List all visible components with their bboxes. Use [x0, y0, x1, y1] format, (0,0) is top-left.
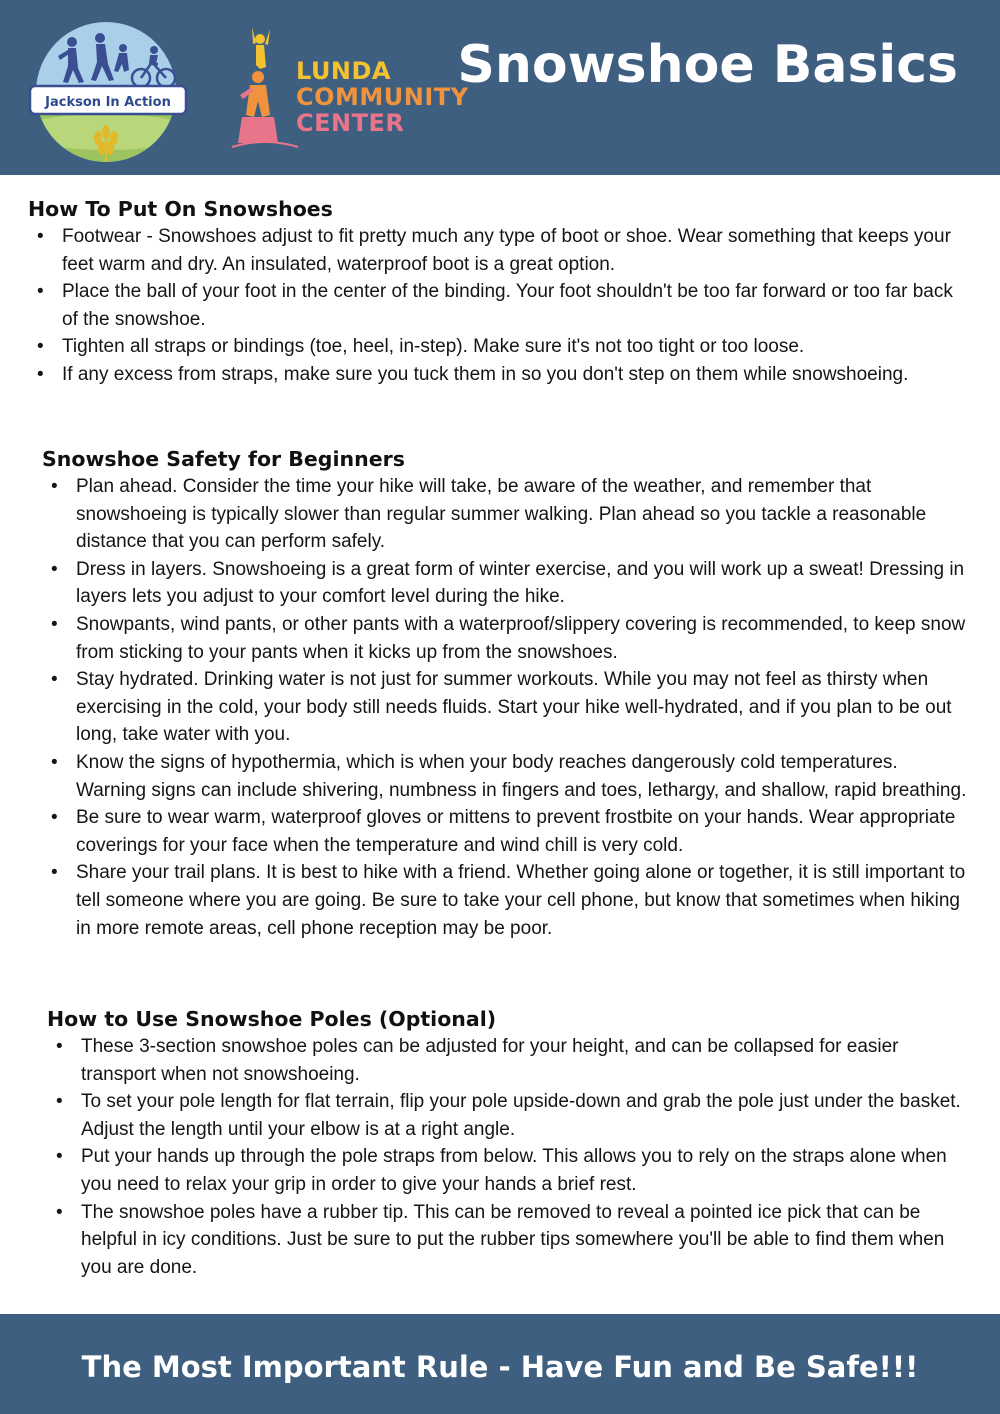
- section-heading: How to Use Snowshoe Poles (Optional): [47, 1007, 497, 1031]
- header-banner: [0, 0, 1000, 175]
- section-poles: [47, 1005, 977, 1281]
- page-title: Snowshoe Basics: [457, 35, 958, 95]
- list-item: • Dress in layers. Snowshoeing is a great form of winter exercise, and you will work up a sweat! Dressing in layers lets you adjust to your comfort level during the hike.: [76, 556, 972, 611]
- section-heading: Snowshoe Safety for Beginners: [42, 447, 405, 471]
- list-item: • Snowpants, wind pants, or other pants with a waterproof/slippery covering is recommended, to keep snow from sticking to your pants when it kicks up from the snowshoes.: [76, 611, 972, 666]
- list-item: • Share your trail plans. It is best to hike with a friend. Whether going alone or together, it is still important to tell someone where you are going. Be sure to take your cell phone, but know that sometimes when hiking in more remote areas, cell phone reception may be poor.: [76, 859, 972, 942]
- bullet-list: [47, 1033, 977, 1281]
- list-item: • The snowshoe poles have a rubber tip. This can be removed to reveal a pointed ice pick that can be helpful in icy conditions. Just be sure to put the rubber tips somewhere you'll be able to find them when you are done.: [81, 1199, 977, 1282]
- list-item: • Put your hands up through the pole straps from below. This allows you to rely on the straps alone when you need to relax your grip in order to give your hands a brief rest.: [81, 1143, 977, 1198]
- jackson-in-action-logo: [28, 20, 188, 170]
- lunda-logo-line: COMMUNITY: [296, 83, 469, 111]
- section-put-on-snowshoes: [28, 195, 968, 389]
- bullet-list: [28, 223, 968, 389]
- lunda-logo-line: LUNDA: [296, 57, 392, 85]
- lunda-figure-icon: [230, 25, 300, 150]
- bullet-list: [42, 473, 972, 942]
- jackson-logo-text: Jackson In Action: [45, 95, 171, 110]
- footer-banner: [0, 1314, 1000, 1414]
- section-heading: How To Put On Snowshoes: [28, 197, 333, 221]
- list-item: • These 3-section snowshoe poles can be adjusted for your height, and can be collapsed for easier transport when not snowshoeing.: [81, 1033, 977, 1088]
- footer-rule-text: The Most Important Rule - Have Fun and Be Safe!!!: [81, 1350, 919, 1384]
- lunda-logo-text: [296, 58, 469, 136]
- list-item: • Stay hydrated. Drinking water is not just for summer workouts. While you may not feel as thirsty when exercising in the cold, your body still needs fluids. Start your hike well-hydrated, and if you plan to be out long, take water with you.: [76, 666, 972, 749]
- list-item: • Place the ball of your foot in the center of the binding. Your foot shouldn't be too far forward or too far back of the snowshoe.: [62, 278, 968, 333]
- list-item: • Footwear - Snowshoes adjust to fit pretty much any type of boot or shoe. Wear something that keeps your feet warm and dry. An insulated, waterproof boot is a great option.: [62, 223, 968, 278]
- list-item: • Know the signs of hypothermia, which is when your body reaches dangerously cold temperatures. Warning signs can include shivering, numbness in fingers and toes, lethargy, and shallow, rapid breathing.: [76, 749, 972, 804]
- list-item: • Tighten all straps or bindings (toe, heel, in-step). Make sure it's not too tight or too loose.: [62, 333, 968, 361]
- list-item: • To set your pole length for flat terrain, flip your pole upside-down and grab the pole just under the basket. Adjust the length until your elbow is at a right angle.: [81, 1088, 977, 1143]
- list-item: • Plan ahead. Consider the time your hike will take, be aware of the weather, and remember that snowshoeing is typically slower than regular summer walking. Plan ahead so you tackle a reasonable distance that you can perform safely.: [76, 473, 972, 556]
- section-safety: [42, 445, 972, 942]
- lunda-logo-line: CENTER: [296, 109, 405, 137]
- list-item: • Be sure to wear warm, waterproof gloves or mittens to prevent frostbite on your hands. Wear appropriate coverings for your face when the temperature and wind chill is very cold.: [76, 804, 972, 859]
- list-item: • If any excess from straps, make sure you tuck them in so you don't step on them while snowshoeing.: [62, 361, 968, 389]
